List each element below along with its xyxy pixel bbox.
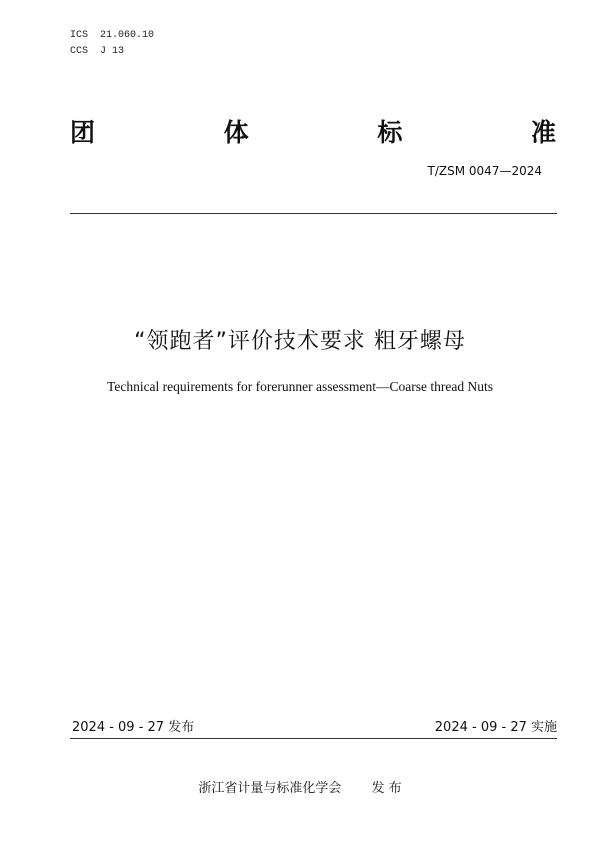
classification-codes (70, 28, 154, 60)
standard-type-heading (70, 113, 556, 149)
standard-type-char: 标 (377, 118, 403, 147)
standard-type-char: 准 (530, 118, 556, 147)
standard-type-char: 体 (223, 118, 249, 147)
issuer-name: 浙江省计量与标准化学会 (198, 781, 342, 796)
ics-code: ICS 21.060.10 (70, 30, 155, 41)
standard-type-char: 团 (70, 118, 96, 147)
standard-number: T/ZSM 0047—2024 (427, 164, 542, 178)
chinese-title: “领跑者”评价技术要求 粗牙螺母 (134, 329, 466, 354)
publish-date: 2024 - 09 - 27 发布 (72, 720, 195, 735)
implement-date: 2024 - 09 - 27 实施 (434, 720, 557, 735)
issuer-line (0, 777, 600, 796)
english-title: Technical requirements for forerunner assessment—Coarse thread Nuts (107, 379, 493, 394)
issuer-action: 发 布 (371, 781, 402, 796)
top-divider (70, 213, 557, 214)
bottom-divider (70, 738, 557, 739)
ccs-code: CCS J 13 (70, 46, 125, 57)
